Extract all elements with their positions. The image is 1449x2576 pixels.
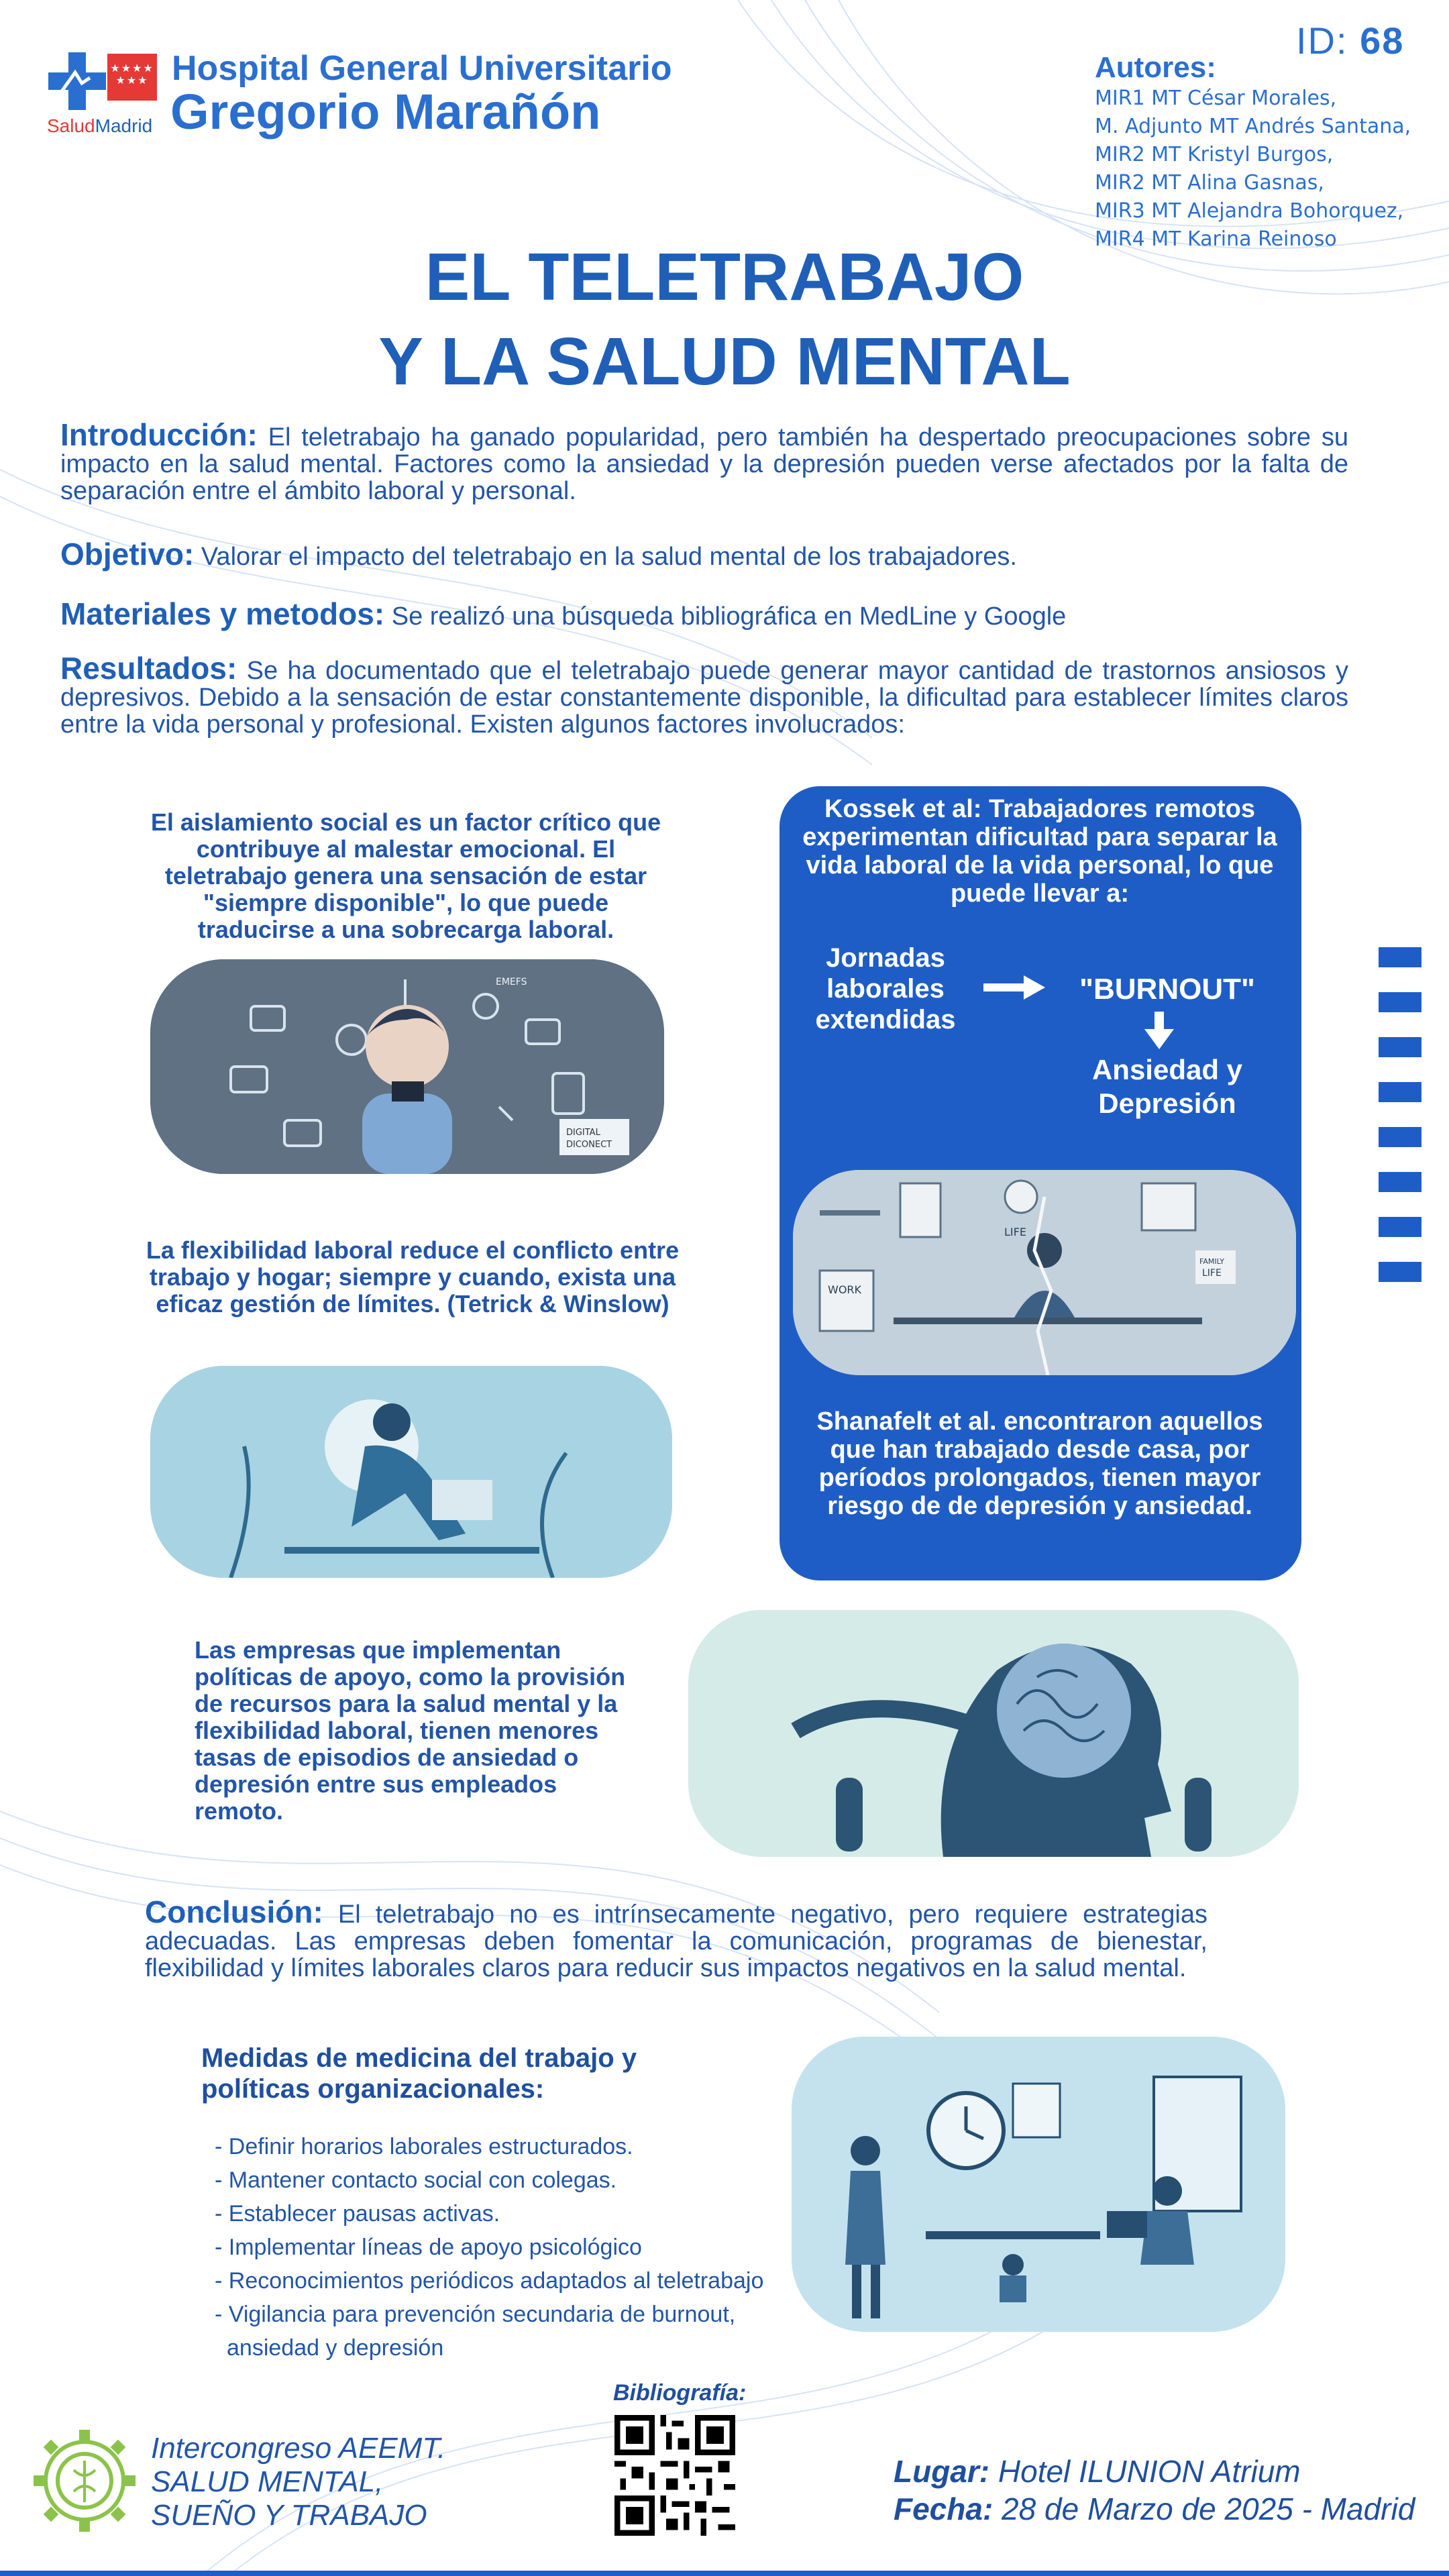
medidas-item: - Mantener contacto social con colegas. xyxy=(215,2167,617,2193)
mental-health-brain-illustration xyxy=(688,1610,1299,1857)
author-item: MIR3 MT Alejandra Bohorquez, xyxy=(1095,199,1404,223)
author-item: MIR4 MT Karina Reinoso xyxy=(1095,227,1337,251)
kossek-text: Kossek et al: Trabajadores remotos experimentan dificultad para separar la vida laboral de la vida personal, lo que puede llevar a: xyxy=(802,795,1277,908)
medidas-item: - Implementar líneas de apoyo psicológico xyxy=(215,2235,642,2260)
author-item: MIR2 MT Alina Gasnas, xyxy=(1095,171,1324,195)
poster-title: EL TELETRABAJO Y LA SALUD MENTAL xyxy=(378,239,1071,399)
salud-madrid-cross-logo xyxy=(48,52,106,110)
flow-ansiedad-depresion: Ansiedad y Depresión xyxy=(1091,1054,1243,1119)
emefs-label: EMEFS xyxy=(496,977,527,987)
hospital-name-line1: Hospital General Universitario xyxy=(172,49,672,88)
empresas-text: Las empresas que implementan políticas de apoyo, como la provisión de recursos para la salud mental y la flexibilidad laboral, tienen menores tasas de episodios de ansiedad o depresión entre sus empleados remoto. xyxy=(195,1636,626,1825)
work-label: WORK xyxy=(828,1283,862,1296)
salud-madrid-wordmark: SaludMadrid xyxy=(47,115,153,136)
family-label: FAMILY xyxy=(1199,1257,1224,1266)
shanafelt-text: Shanafelt et al. encontraron aquellos que han trabajado desde casa, por períodos prolongados, tienen mayor riesgo de de depresión y ansiedad. xyxy=(816,1407,1263,1520)
introduccion-section: Introducción: El teletrabajo ha ganado popularidad, pero también ha despertado preocupaciones sobre su impacto en la salud mental. Factores como la ansiedad y la depresión pueden verse afectados por la falta de separación entre el ámbito laboral y personal. xyxy=(60,417,1348,505)
right-arrow-icon xyxy=(983,974,1045,1001)
conclusion-section: Conclusión: El teletrabajo no es intrínsecamente negativo, pero requiere estrategias adecuadas. Las empresas deben fomentar la comunicación, programas de bienestar, flexibilidad y límites laborales claros para reducir sus impactos negativos en la salud mental. xyxy=(145,1894,1208,1982)
disconnect-label: DICONECT xyxy=(566,1140,612,1150)
flow-burnout: "BURNOUT" xyxy=(1079,973,1255,1006)
event-name: Intercongreso AEEMT. SALUD MENTAL, SUEÑO Y TRABAJO xyxy=(151,2432,446,2532)
bottom-border xyxy=(0,2571,1449,2576)
aislamiento-text: El aislamiento social es un factor crítico que contribuye al malestar emocional. El teletrabajo genera una sensación de estar "siempre disponible", lo que puede traducirse a una sobrecarga laboral. xyxy=(150,808,661,943)
work-life-balance-illustration xyxy=(793,1170,1296,1375)
flexibility-illustration xyxy=(150,1366,672,1578)
bibliography-qr-code[interactable] xyxy=(614,2415,735,2536)
family-life-label: LIFE xyxy=(1202,1268,1222,1279)
authors-list xyxy=(1095,85,1411,254)
flow-jornadas-extendidas: Jornadas laborales extendidas xyxy=(815,943,956,1034)
flexibilidad-text: La flexibilidad laboral reduce el conflicto entre trabajo y hogar; siempre y cuando, exista una eficaz gestión de límites. (Tetrick & Winslow) xyxy=(146,1236,680,1318)
medidas-item: ansiedad y depresión xyxy=(227,2335,444,2361)
hospital-name-line2: Gregorio Marañón xyxy=(170,84,601,140)
social-isolation-illustration xyxy=(150,959,664,1174)
decorative-side-bars xyxy=(1379,947,1421,1307)
madrid-flag-logo: ★★★★ ★★★ xyxy=(107,54,157,101)
digital-label: DIGITAL xyxy=(566,1128,600,1138)
author-item: M. Adjunto MT Andrés Santana, xyxy=(1095,115,1411,138)
medidas-list xyxy=(215,2130,763,2365)
medidas-heading: Medidas de medicina del trabajo y políticas organizacionales: xyxy=(201,2043,637,2104)
bibliografia-label: Bibliografía: xyxy=(613,2380,747,2406)
medidas-item: - Establecer pausas activas. xyxy=(215,2201,500,2226)
metodos-section: Materiales y metodos: Se realizó una búsqueda bibliográfica en MedLine y Google xyxy=(60,596,1067,631)
medidas-item: - Vigilancia para prevención secundaria de burnout, xyxy=(215,2302,736,2327)
aeemt-gear-logo xyxy=(31,2427,138,2534)
medidas-item: - Definir horarios laborales estructurados. xyxy=(215,2134,633,2159)
medidas-item: - Reconocimientos periódicos adaptados al teletrabajo xyxy=(215,2268,764,2294)
authors-heading: Autores: xyxy=(1095,51,1216,84)
venue-info: Lugar: Hotel ILUNION Atrium Fecha: 28 de Marzo de 2025 - Madrid xyxy=(894,2454,1415,2526)
objetivo-section: Objetivo: Valorar el impacto del teletrabajo en la salud mental de los trabajadores. xyxy=(60,537,1017,572)
resultados-section: Resultados: Se ha documentado que el teletrabajo puede generar mayor cantidad de trastornos ansiosos y depresivos. Debido a la sensación de estar constantemente disponible, la dificultad para establecer límites claros entre la vida personal y profesional. Existen algunos factores involucrados: xyxy=(60,651,1348,739)
poster-id: ID: 68 xyxy=(1296,19,1405,62)
life-label: LIFE xyxy=(1004,1226,1026,1238)
author-item: MIR1 MT César Morales, xyxy=(1095,87,1337,110)
down-arrow-icon xyxy=(1143,1012,1175,1049)
author-item: MIR2 MT Kristyl Burgos, xyxy=(1095,143,1334,166)
home-office-illustration xyxy=(792,2037,1285,2332)
